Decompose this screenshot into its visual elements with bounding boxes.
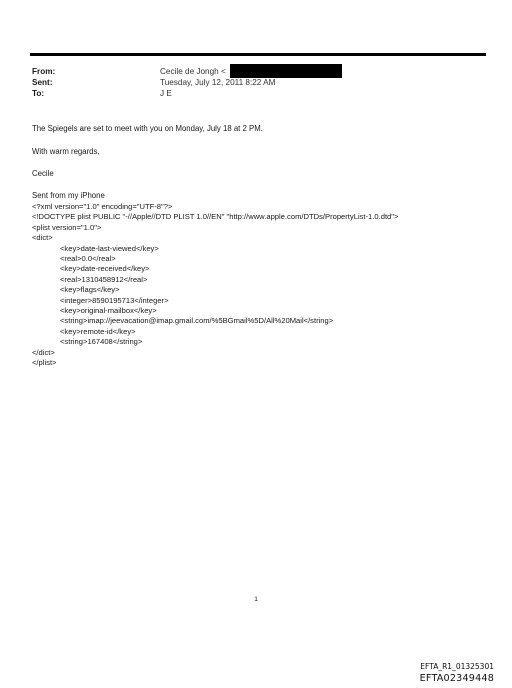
sent-from-line: Sent from my iPhone bbox=[32, 191, 105, 200]
plist-line: <key>flags</key> bbox=[60, 285, 120, 295]
plist-line: <key>remote-id</key> bbox=[60, 326, 136, 336]
to-value: J E bbox=[160, 89, 172, 98]
plist-line: <plist version="1.0"> bbox=[32, 222, 102, 232]
message-closing: With warm regards, bbox=[32, 147, 100, 156]
page-number: 1 bbox=[254, 596, 258, 603]
plist-line: <integer>8590195713</integer> bbox=[60, 295, 169, 305]
header-rule bbox=[30, 53, 486, 56]
from-value: Cecile de Jongh < bbox=[160, 67, 226, 76]
plist-line: </plist> bbox=[32, 358, 57, 368]
to-row bbox=[32, 88, 275, 99]
plist-line: <key>date-received</key> bbox=[60, 264, 150, 274]
sent-label: Sent: bbox=[32, 78, 53, 87]
plist-line: <real>1310458912</real> bbox=[60, 274, 148, 284]
message-line: The Spiegels are set to meet with you on Monday, July 18 at 2 PM. bbox=[32, 124, 263, 133]
bates-number-large: EFTA02349448 bbox=[419, 673, 494, 684]
bates-number-small: EFTA_R1_01325301 bbox=[420, 662, 494, 671]
sent-value: Tuesday, July 12, 2011 8:22 AM bbox=[160, 78, 276, 87]
plist-line: <dict> bbox=[32, 233, 53, 243]
message-signature: Cecile bbox=[32, 169, 54, 178]
from-label: From: bbox=[32, 67, 56, 76]
to-label: To: bbox=[32, 89, 45, 98]
plist-line: <real>0.0</real> bbox=[60, 254, 116, 264]
plist-line: <string>imap://jeevacation@imap.gmail.com/%5BGmail%5D/All%20Mail</string> bbox=[60, 316, 334, 326]
redaction-box bbox=[230, 64, 342, 78]
plist-line: </dict> bbox=[32, 347, 55, 357]
plist-line: <string>167408</string> bbox=[60, 337, 143, 347]
plist-block bbox=[32, 202, 398, 369]
plist-line: <?xml version="1.0" encoding="UTF-8"?> bbox=[32, 202, 173, 211]
sent-row bbox=[32, 77, 275, 88]
plist-line: <!DOCTYPE plist PUBLIC "-//Apple//DTD PLIST 1.0//EN" "http://www.apple.com/DTDs/PropertyList-1.0.dtd"> bbox=[32, 212, 399, 222]
plist-line: <key>date-last-viewed</key> bbox=[60, 243, 159, 253]
plist-line: <key>original-mailbox</key> bbox=[60, 306, 157, 316]
